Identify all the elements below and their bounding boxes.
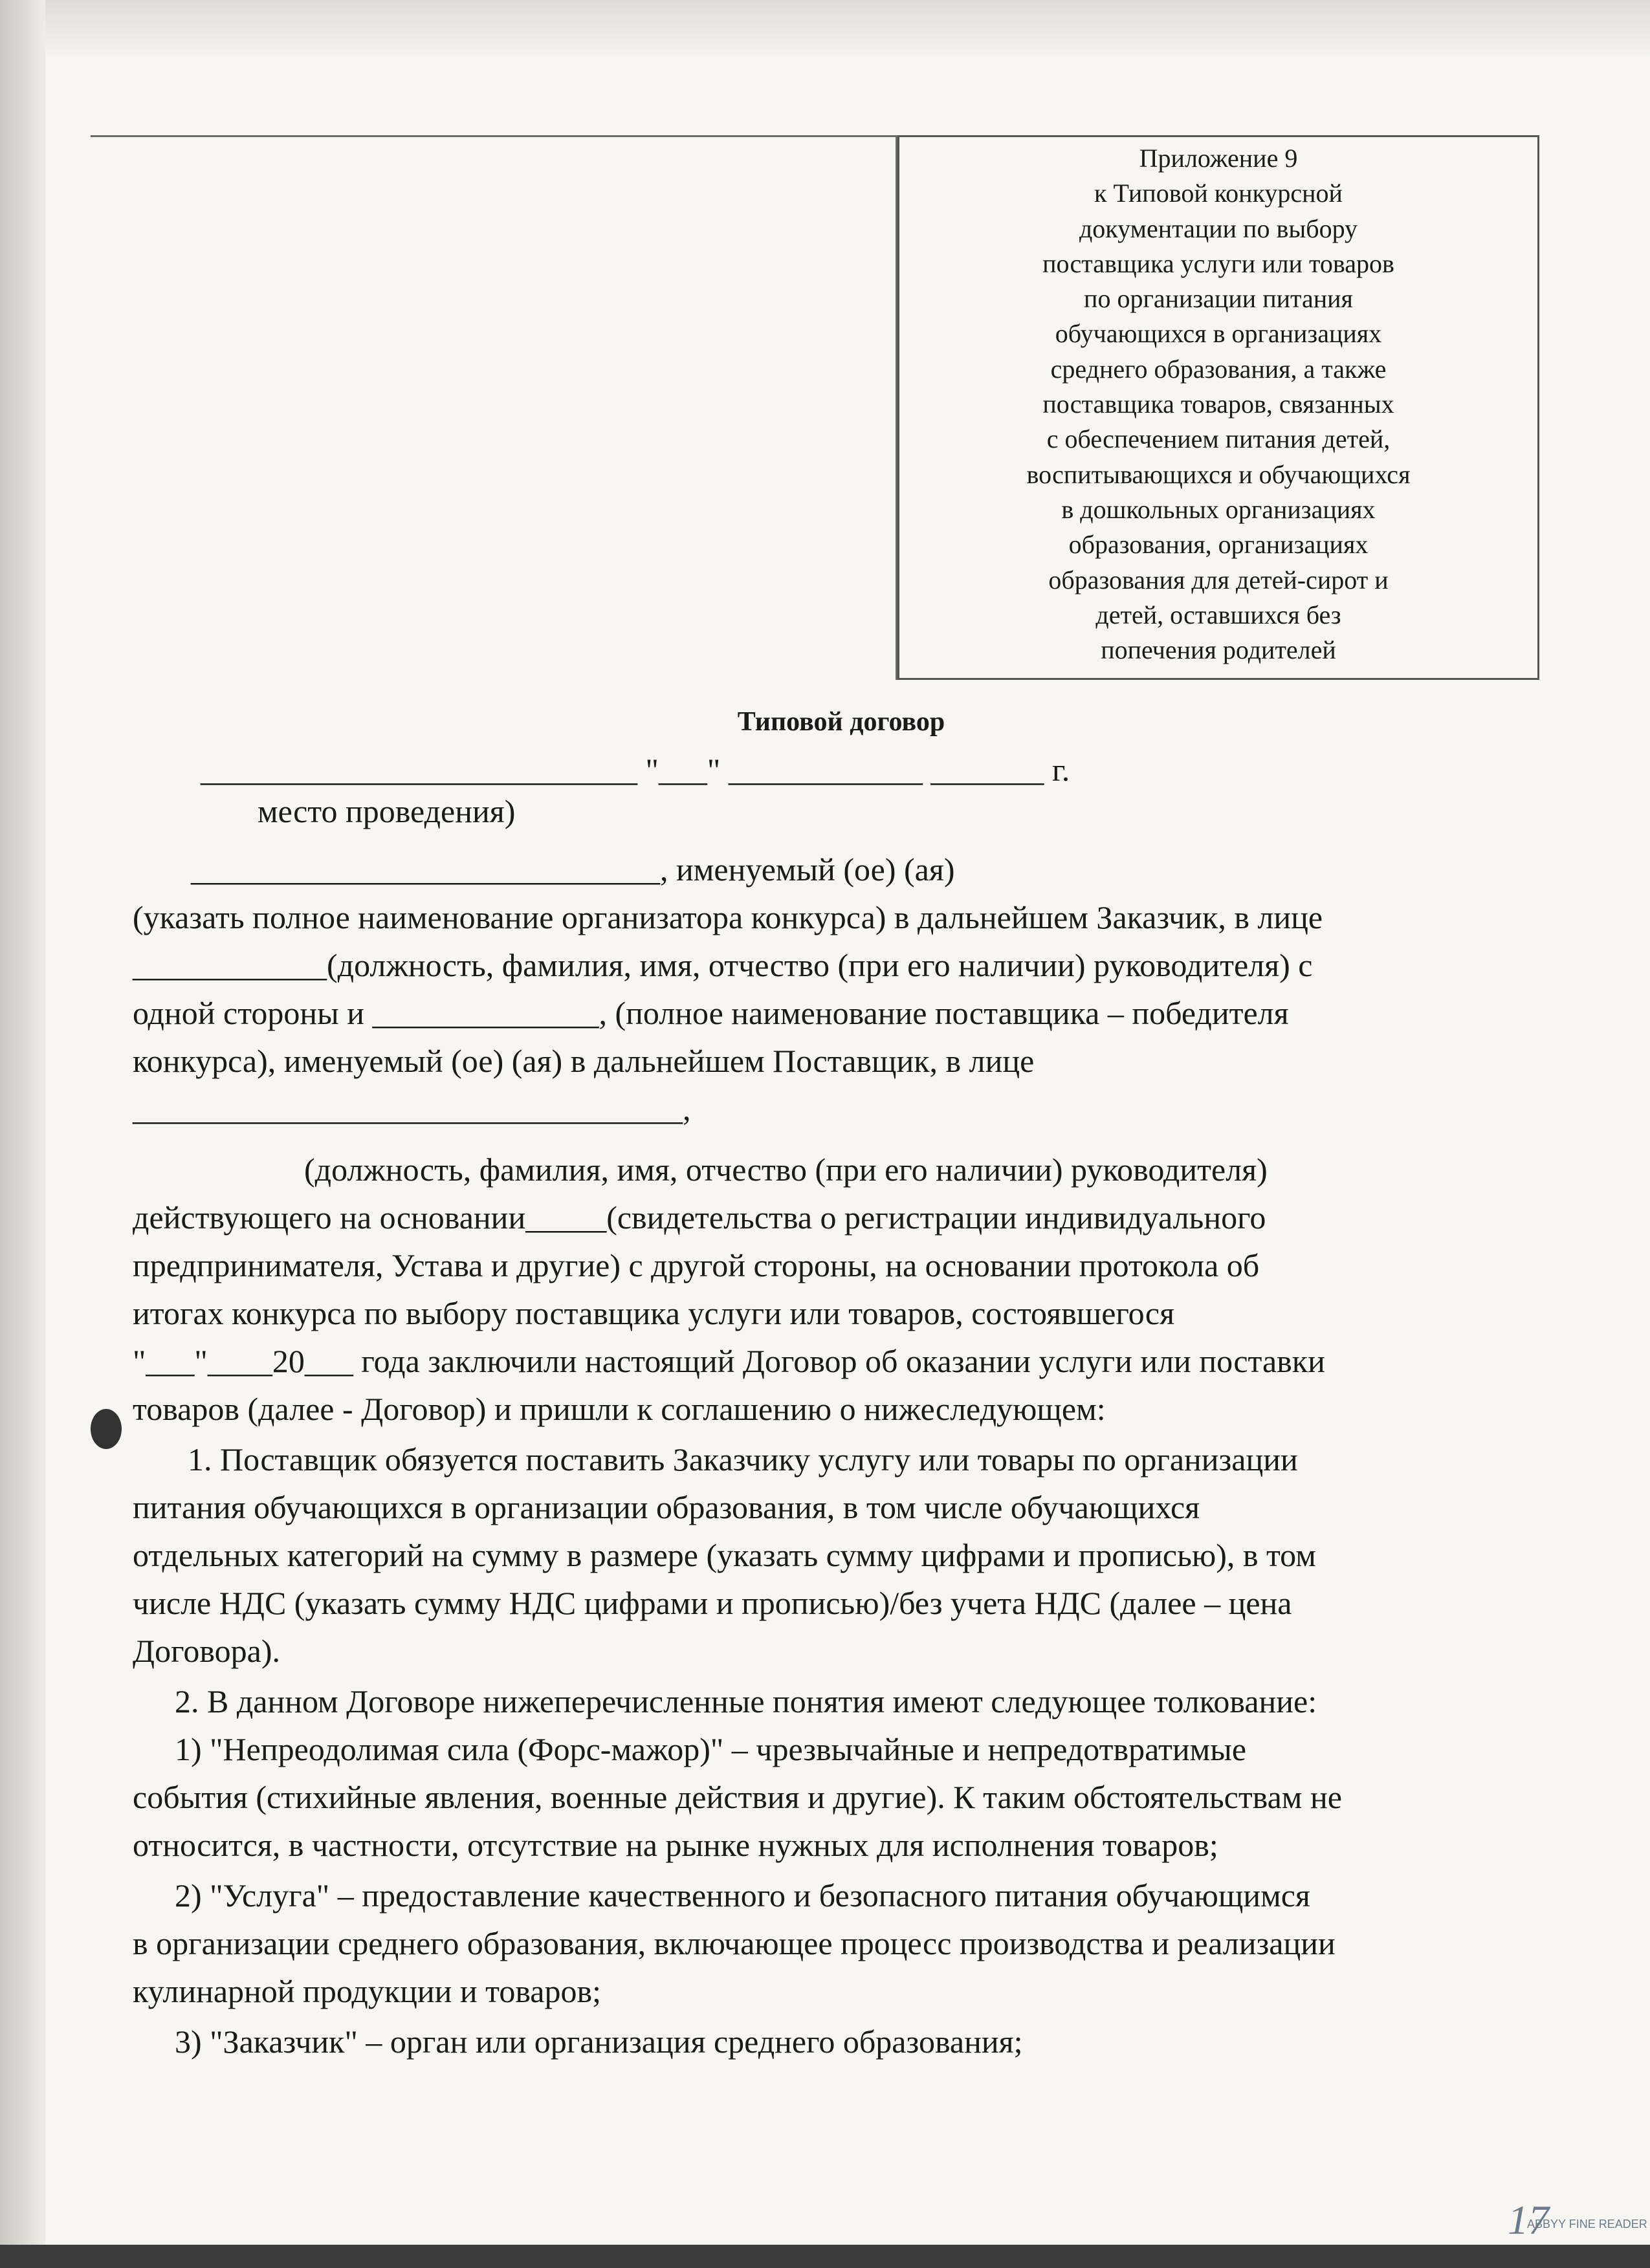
body-line: "___"____20___ года заключили настоящий Договор об оказании услуги или поставки [133, 1343, 1325, 1379]
body-line: действующего на основании_____(свидетельства о регистрации индивидуального [133, 1199, 1266, 1236]
scan-bottom-edge [0, 2245, 1650, 2268]
scanner-watermark: ABBYY FINE READER [1527, 2218, 1647, 2230]
body-line: отдельных категорий на сумму в размере (указать сумму цифрами и прописью), в том [133, 1537, 1316, 1573]
body-line: (указать полное наименование организатора конкурса) в дальнейшем Заказчик, в лице [133, 899, 1323, 935]
clause-2: 2. В данном Договоре нижеперечисленные понятия имеют следующее толкование: [175, 1683, 1317, 1719]
body-line: относится, в частности, отсутствие на рынке нужных для исполнения товаров; [133, 1827, 1218, 1863]
body-line: итогах конкурса по выбору поставщика услуги или товаров, состоявшегося [133, 1295, 1175, 1331]
appendix-line: по организации питания [1084, 284, 1353, 314]
appendix-line: поставщика услуги или товаров [1042, 248, 1394, 278]
scan-left-shadow [0, 0, 45, 2268]
appendix-line: документации по выбору [1079, 213, 1358, 243]
appendix-line: обучающихся в организациях [1055, 319, 1382, 349]
page-number: 17 [1508, 2197, 1549, 2243]
clause-1: 1. Поставщик обязуется поставить Заказчику услугу или товары по организации [188, 1441, 1298, 1477]
appendix-line: с обеспечением питания детей, [1046, 424, 1391, 454]
appendix-line: к Типовой конкурсной [1094, 179, 1343, 208]
appendix-line: поставщика товаров, связанных [1042, 389, 1394, 419]
appendix-line: в дошкольных организациях [1061, 494, 1376, 524]
subclause-1: 1) "Непреодолимая сила (Форс-мажор)" – чрезвычайные и непредотвратимые [175, 1731, 1247, 1767]
table-top-border [91, 135, 899, 137]
appendix-line: воспитывающихся и обучающихся [1026, 459, 1411, 489]
body-line: события (стихийные явления, военные действия и другие). К таким обстоятельствам не [133, 1779, 1342, 1815]
appendix-line: попечения родителей [1101, 635, 1336, 665]
body-line: одной стороны и ______________, (полное наименование поставщика – победителя [133, 995, 1289, 1031]
body-line: кулинарной продукции и товаров; [133, 1973, 601, 2009]
body-line: __________________________________, [133, 1091, 691, 1127]
appendix-line: Приложение 9 [1139, 144, 1298, 173]
document-title: Типовой договор [737, 707, 945, 737]
body-line: числе НДС (указать сумму НДС цифрами и прописью)/без учета НДС (далее – цена [133, 1585, 1292, 1621]
subclause-2: 2) "Услуга" – предоставление качественного и безопасного питания обучающимся [175, 1877, 1310, 1914]
body-line: Договора). [133, 1633, 280, 1669]
body-line: (должность, фамилия, имя, отчество (при его наличии) руководителя) [304, 1151, 1268, 1188]
body-line: конкурса), именуемый (ое) (ая) в дальнейшем Поставщик, в лице [133, 1043, 1035, 1079]
punch-hole [91, 1409, 122, 1449]
body-line: в организации среднего образования, включающее процесс производства и реализации [133, 1925, 1336, 1961]
appendix-line: детей, оставшихся без [1095, 600, 1341, 629]
appendix-line: образования для детей-сирот и [1048, 565, 1389, 594]
body-line: _____________________________, именуемый (ое) (ая) [191, 851, 955, 888]
subclause-3: 3) "Заказчик" – орган или организация среднего образования; [175, 2023, 1023, 2060]
scan-top-shadow [0, 0, 1650, 58]
date-place-line: ___________________________ "___" ____________ _______ г. [201, 752, 1070, 788]
body-line: питания обучающихся в организации образования, в том числе обучающихся [133, 1489, 1200, 1525]
body-line: ____________(должность, фамилия, имя, отчество (при его наличии) руководителя) с [133, 947, 1313, 983]
appendix-note [906, 141, 1531, 668]
body-line: товаров (далее - Договор) и пришли к соглашению о нижеследующем: [133, 1391, 1106, 1427]
body-line: предпринимателя, Устава и другие) с другой стороны, на основании протокола об [133, 1247, 1260, 1283]
place-caption: место проведения) [258, 793, 516, 829]
appendix-line: среднего образования, а также [1050, 354, 1387, 384]
appendix-line: образования, организациях [1068, 530, 1369, 560]
